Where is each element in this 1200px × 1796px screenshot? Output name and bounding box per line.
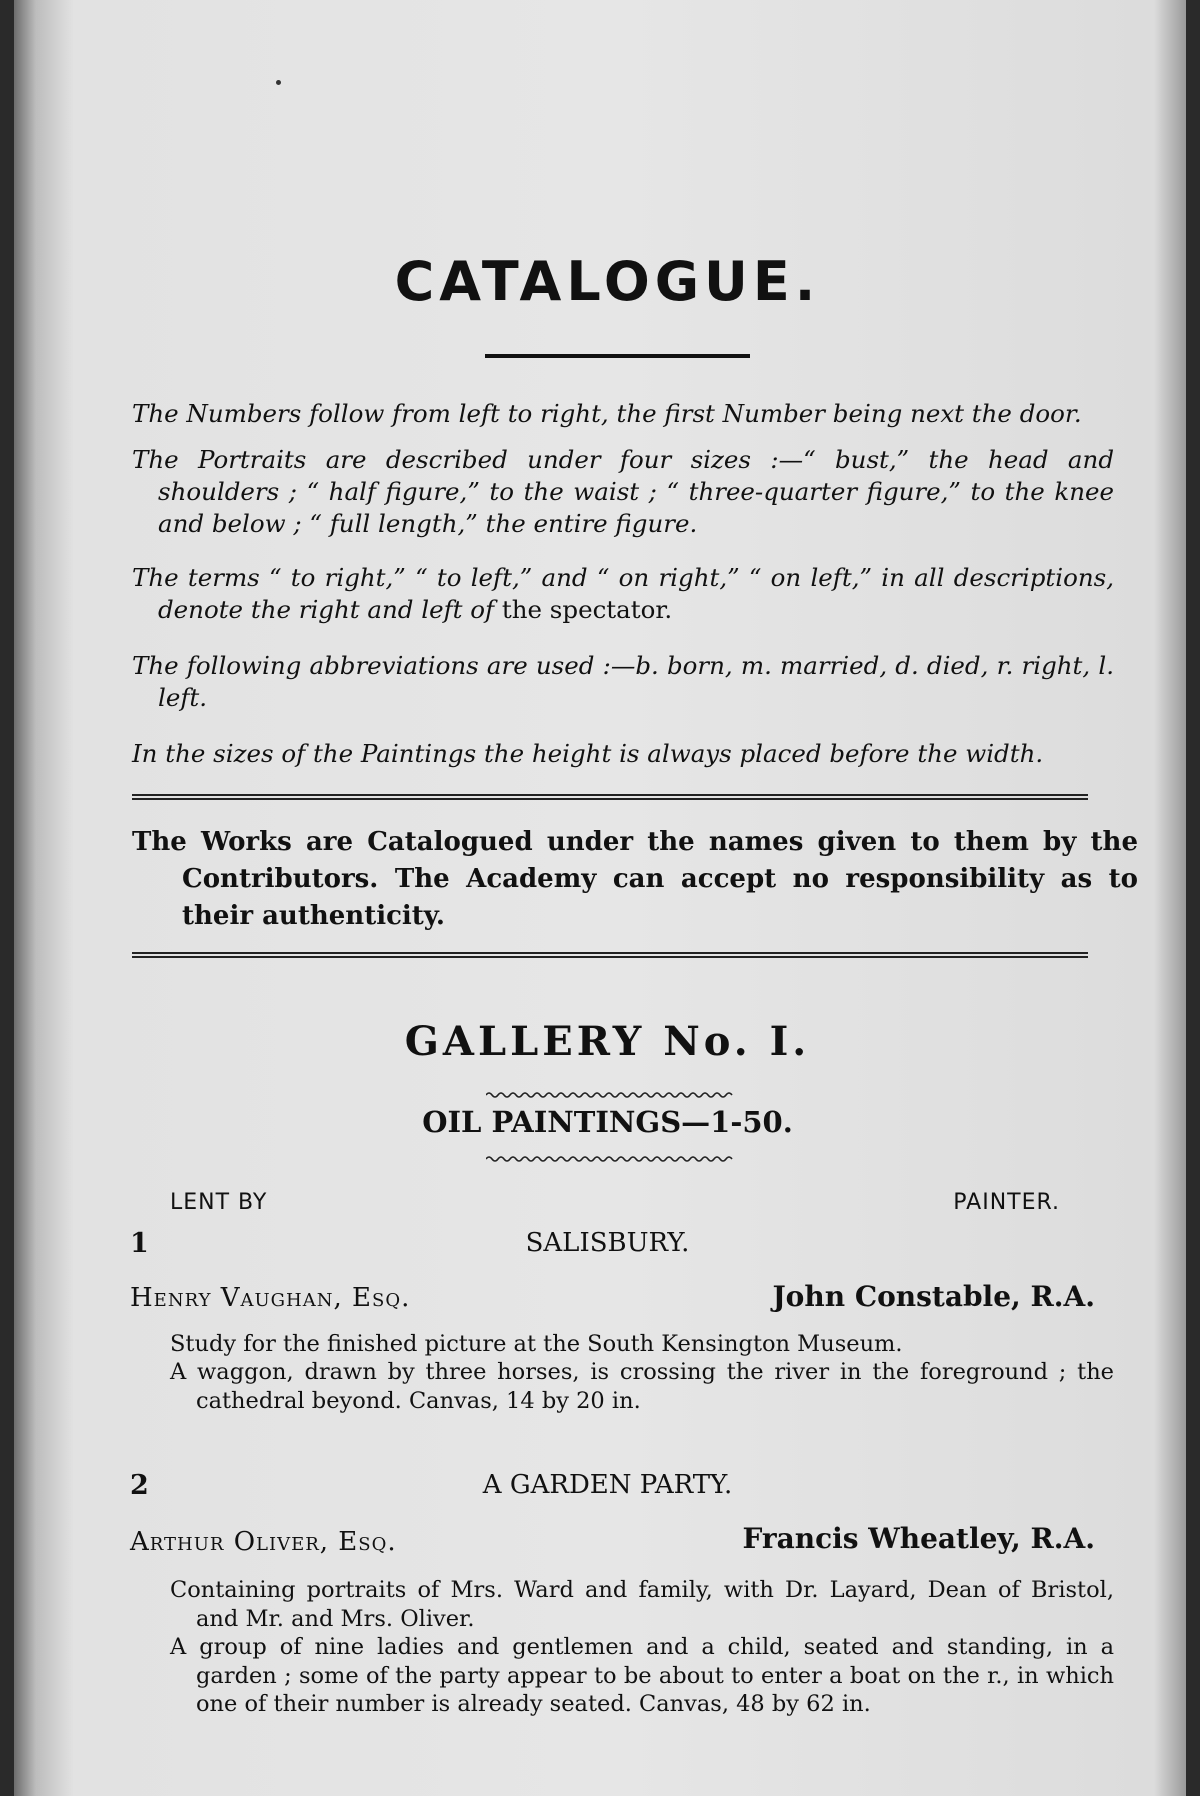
note-terms: [132, 562, 1114, 626]
entry-title: A GARDEN PARTY.: [482, 1470, 733, 1500]
entry-lender: Henry Vaughan, Esq.: [130, 1283, 411, 1313]
divider-upper: [132, 794, 1088, 800]
column-head-painter: PAINTER.: [953, 1190, 1060, 1215]
note-numbers: The Numbers follow from left to right, the first Number being next the door.: [132, 399, 1082, 428]
catalogue-page: [14, 0, 1186, 1796]
entry-description: A waggon, drawn by three horses, is crossing the river in the foreground ; the cathedral beyond. Canvas, 14 by 20 in.: [170, 1359, 1114, 1414]
entry-description: Study for the finished picture at the South Kensington Museum.: [170, 1331, 903, 1357]
ornament-squiggle-upper: [486, 1090, 736, 1100]
entry-title: SALISBURY.: [525, 1228, 690, 1258]
entry-painter: John Constable, R.A.: [772, 1280, 1095, 1313]
divider-lower: [132, 952, 1088, 958]
entry-description: A group of nine ladies and gentlemen and a child, seated and standing, in a garden ; some of the party appear to be about to enter a boat on the r., in which one of their number is already seated. Canvas, 48 by 62 in.: [170, 1634, 1114, 1717]
entry-lender: Arthur Oliver, Esq.: [130, 1527, 397, 1557]
ink-speck: [276, 80, 281, 85]
column-head-lent-by: LENT BY: [170, 1190, 268, 1215]
entry-painter: Francis Wheatley, R.A.: [742, 1522, 1095, 1555]
disclaimer: The Works are Catalogued under the names given to them by the Contributors. The Academy can accept no responsibility as to their authenticity.: [132, 827, 1138, 931]
ornament-squiggle-lower: [486, 1154, 736, 1164]
page-title: CATALOGUE.: [394, 250, 821, 313]
gallery-title: GALLERY No. I.: [404, 1018, 811, 1065]
entry-number: 1: [130, 1228, 149, 1259]
entry-description: Containing portraits of Mrs. Ward and family, with Dr. Layard, Dean of Bristol, and Mr. and Mrs. Oliver.: [170, 1577, 1114, 1632]
title-rule: [485, 354, 750, 358]
note-sizes: In the sizes of the Paintings the height is always placed before the width.: [132, 739, 1044, 768]
note-portraits: The Portraits are described under four sizes :—“ bust,” the head and shoulders ; “ half figure,” to the waist ; “ three-quarter figure,” to the knee and below ; “ full length,” the entire figure.: [132, 445, 1114, 538]
section-title: OIL PAINTINGS—1-50.: [422, 1105, 793, 1139]
note-terms-italic: The terms “ to right,” “ to left,” and “ on right,” “ on left,” in all descriptions, denote the right and left of: [132, 563, 1114, 624]
note-abbreviations: The following abbreviations are used :—b. born, m. married, d. died, r. right, l. left.: [132, 651, 1114, 712]
entry-number: 2: [130, 1470, 149, 1501]
note-terms-roman: the spectator.: [494, 595, 673, 624]
